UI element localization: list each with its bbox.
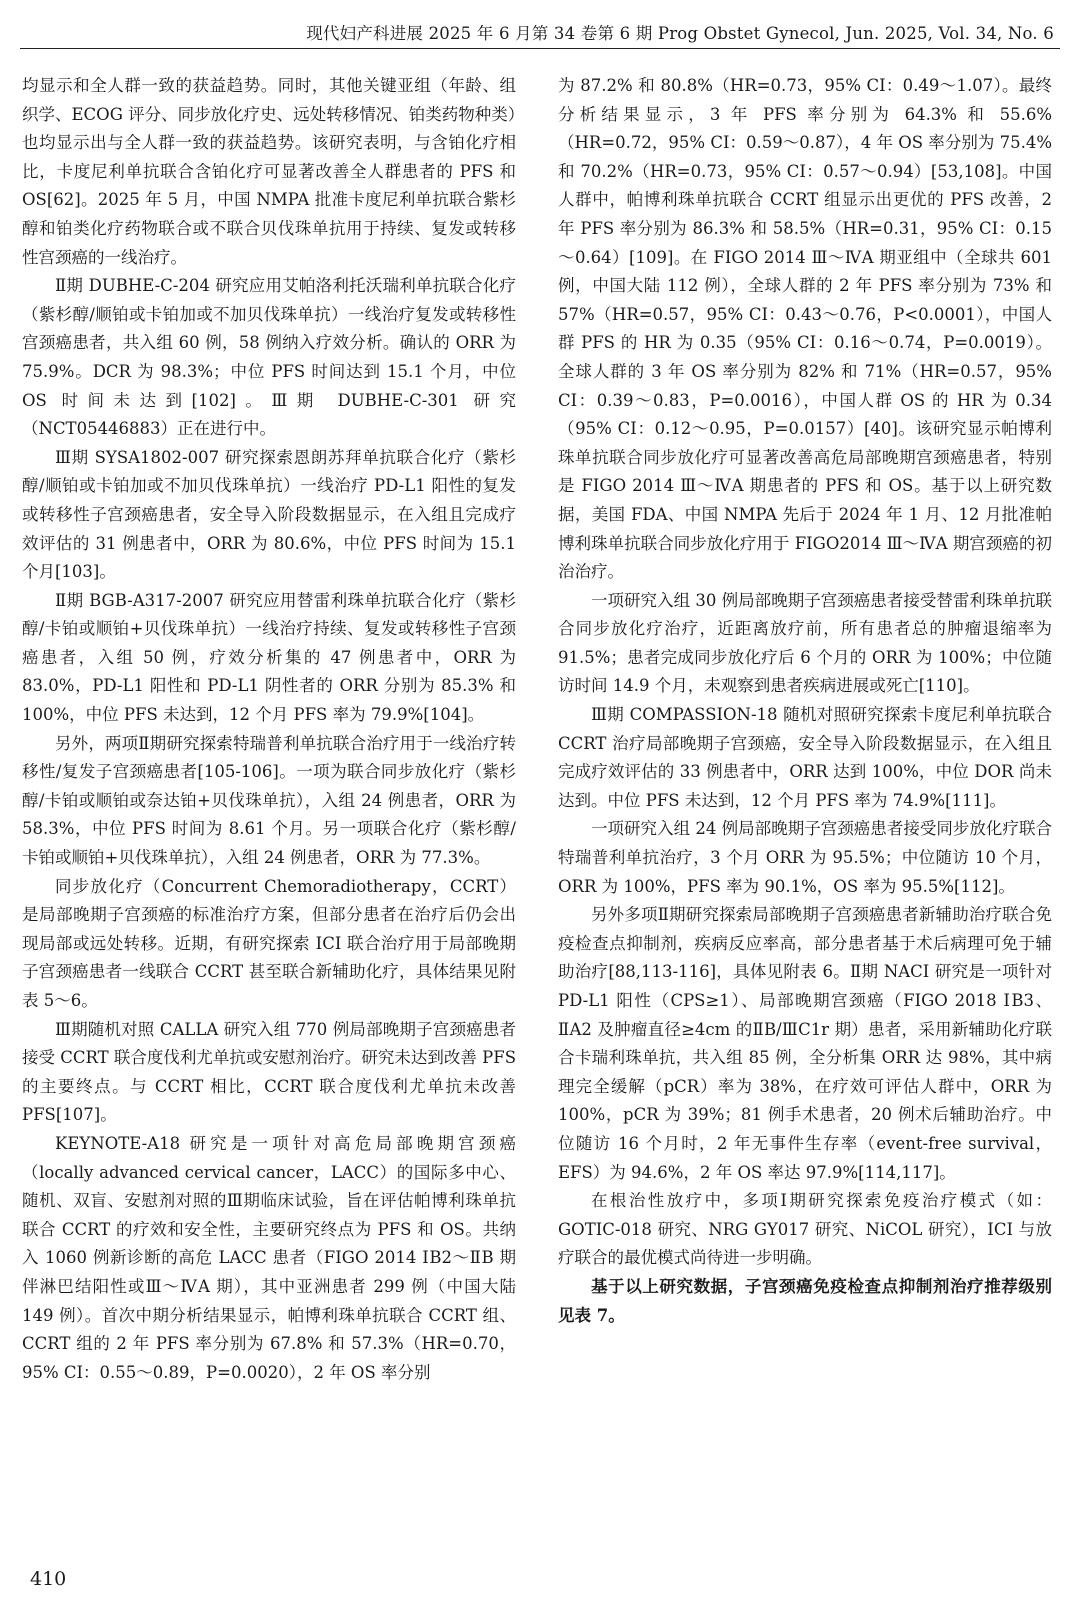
running-head: 现代妇产科进展 2025 年 6 月第 34 卷第 6 期 Prog Obstet Gynecol, Jun. 2025, Vol. 34, No. 6 (306, 24, 1054, 43)
paragraph: 同步放化疗（Concurrent Chemoradiotherapy，CCRT）是局部晚期子宫颈癌的标准治疗方案，但部分患者在治疗后仍会出现局部或远处转移。近期，有研究探索 ICI 联合治疗用于局部晚期子宫颈癌患者一线联合 CCRT 甚至联合新辅助化疗，具体结果见附表 5～6。 (22, 876, 516, 1010)
paragraph: 另外，两项Ⅱ期研究探索特瑞普利单抗联合治疗用于一线治疗转移性/复发子宫颈癌患者[105-106]。一项为联合同步放化疗（紫杉醇/卡铂或顺铂或奈达铂+贝伐珠单抗），入组 24 例患者，ORR 为 58.3%，中位 PFS 时间为 8.61 个月。另一项联合化疗（紫杉醇/卡铂或顺铂+贝伐珠单抗），入组 24 例患者，ORR 为 77.3%。 (22, 733, 516, 868)
left-column (22, 72, 516, 1387)
paragraph: 为 87.2% 和 80.8%（HR=0.73，95% CI：0.49～1.07）。最终分析结果显示，3 年 PFS 率分别为 64.3% 和 55.6%（HR=0.72，95% CI：0.59～0.87），4 年 OS 率分别为 75.4% 和 70.2%（HR=0.73，95% CI：0.57～0.94）[53,108]。中国人群中，帕博利珠单抗联合 CCRT 组显示出更优的 PFS 改善，2 年 PFS 率分别为 86.3% 和 58.5%（HR=0.31，95% CI：0.15～0.64）[109]。在 FIGO 2014 Ⅲ～ⅣA 期亚组中（全球共 601 例，中国大陆 112 例），全球人群的 2 年 PFS 率分别为 73% 和 57%（HR=0.57，95% CI：0.43～0.76，P<0.0001），中国人群 PFS 的 HR 为 0.35（95% CI：0.16～0.74，P=0.0019）。全球人群的 3 年 OS 率分别为 82% 和 71%（HR=0.57，95% CI：0.39～0.83，P=0.0016），中国人群 OS 的 HR 为 0.34（95% CI：0.12～0.95，P=0.0157）[40]。该研究显示帕博利珠单抗联合同步放化疗可显著改善高危局部晚期宫颈癌患者，特别是 FIGO 2014 Ⅲ～ⅣA 期患者的 PFS 和 OS。基于以上研究数据，美国 FDA、中国 NMPA 先后于 2024 年 1 月、12 月批准帕博利珠单抗联合同步放化疗用于 FIGO2014 Ⅲ～ⅣA 期宫颈癌的初治治疗。 (558, 76, 1052, 582)
paragraph: 一项研究入组 24 例局部晚期子宫颈癌患者接受同步放化疗联合特瑞普利单抗治疗，3 个月 ORR 为 95.5%；中位随访 10 个月，ORR 为 100%，PFS 率为 90.1%，OS 率为 95.5%[112]。 (558, 819, 1052, 896)
page-number: 410 (30, 1568, 67, 1590)
recommendation-paragraph: 基于以上研究数据，子宫颈癌免疫检查点抑制剂治疗推荐级别见表 7。 (558, 1276, 1052, 1325)
header-rule (20, 48, 1060, 49)
paragraph: 另外多项Ⅱ期研究探索局部晚期子宫颈癌患者新辅助治疗联合免疫检查点抑制剂，疾病反应率高，部分患者基于术后病理可免于辅助治疗[88,113-116]，具体见附表 6。Ⅱ期 NACI 研究是一项针对 PD-L1 阳性（CPS≥1）、局部晚期宫颈癌（FIGO 2018 ⅠB3、ⅡA2 及肿瘤直径≥4cm 的ⅡB/ⅢC1r 期）患者，采用新辅助化疗联合卡瑞利珠单抗，共入组 85 例，全分析集 ORR 达 98%，其中病理完全缓解（pCR）率为 38%，在疗效可评估人群中，ORR 为 100%，pCR 为 39%；81 例手术患者，20 例术后辅助治疗。中位随访 16 个月时，2 年无事件生存率（event-free survival，EFS）为 94.6%，2 年 OS 率达 97.9%[114,117]。 (558, 905, 1052, 1182)
paragraph: 在根治性放疗中，多项Ⅰ期研究探索免疫治疗模式（如：GOTIC-018 研究、NRG GY017 研究、NiCOL 研究），ICI 与放疗联合的最优模式尚待进一步明确。 (558, 1191, 1052, 1268)
paragraph: 均显示和全人群一致的获益趋势。同时，其他关键亚组（年龄、组织学、ECOG 评分、同步放化疗史、远处转移情况、铂类药物种类）也均显示出与全人群一致的获益趋势。该研究表明，与含铂化疗相比，卡度尼利单抗联合含铂化疗可显著改善全人群患者的 PFS 和 OS[62]。2025 年 5 月，中国 NMPA 批准卡度尼利单抗联合紫杉醇和铂类化疗药物联合或不联合贝伐珠单抗用于持续、复发或转移性宫颈癌的一线治疗。 (22, 76, 516, 267)
paragraph: Ⅲ期 SYSA1802-007 研究探索恩朗苏拜单抗联合化疗（紫杉醇/顺铂或卡铂加或不加贝伐珠单抗）一线治疗 PD-L1 阳性的复发或转移性子宫颈癌患者，安全导入阶段数据显示，在入组且完成疗效评估的 31 例患者中，ORR 为 80.6%，中位 PFS 时间为 15.1 个月[103]。 (22, 447, 516, 582)
paragraph: 一项研究入组 30 例局部晚期子宫颈癌患者接受替雷利珠单抗联合同步放化疗治疗，近距离放疗前，所有患者总的肿瘤退缩率为 91.5%；患者完成同步放化疗后 6 个月的 ORR 为 100%；中位随访时间 14.9 个月，未观察到患者疾病进展或死亡[110]。 (558, 590, 1052, 696)
paragraph: Ⅲ期随机对照 CALLA 研究入组 770 例局部晚期子宫颈癌患者接受 CCRT 联合度伐利尤单抗或安慰剂治疗。研究未达到改善 PFS 的主要终点。与 CCRT 相比，CCRT 联合度伐利尤单抗未改善 PFS[107]。 (22, 1019, 516, 1125)
paragraph: Ⅱ期 DUBHE-C-204 研究应用艾帕洛利托沃瑞利单抗联合化疗（紫杉醇/顺铂或卡铂加或不加贝伐珠单抗）一线治疗复发或转移性宫颈癌患者，共入组 60 例，58 例纳入疗效分析。确认的 ORR 为 75.9%。DCR 为 98.3%；中位 PFS 时间达到 15.1 个月，中位 OS 时间未达到[102]。Ⅲ期 DUBHE-C-301 研究（NCT05446883）正在进行中。 (22, 276, 516, 439)
paragraph: Ⅱ期 BGB-A317-2007 研究应用替雷利珠单抗联合化疗（紫杉醇/卡铂或顺铂+贝伐珠单抗）一线治疗持续、复发或转移性子宫颈癌患者，入组 50 例，疗效分析集的 47 例患者中，ORR 为 83.0%，PD-L1 阳性和 PD-L1 阴性者的 ORR 分别为 85.3% 和 100%，中位 PFS 未达到，12 个月 PFS 率为 79.9%[104]。 (22, 590, 516, 725)
paragraph: Ⅲ期 COMPASSION-18 随机对照研究探索卡度尼利单抗联合 CCRT 治疗局部晚期子宫颈癌，安全导入阶段数据显示，在入组且完成疗效评估的 33 例患者中，ORR 达到 100%，中位 DOR 尚未达到。中位 PFS 未达到，12 个月 PFS 率为 74.9%[111]。 (558, 705, 1052, 810)
paragraph: KEYNOTE-A18 研究是一项针对高危局部晚期宫颈癌（locally advanced cervical cancer，LACC）的国际多中心、随机、双盲、安慰剂对照的Ⅲ期临床试验，旨在评估帕博利珠单抗联合 CCRT 的疗效和安全性，主要研究终点为 PFS 和 OS。共纳入 1060 例新诊断的高危 LACC 患者（FIGO 2014 ⅠB2～ⅡB 期伴淋巴结阳性或Ⅲ～ⅣA 期），其中亚洲患者 299 例（中国大陆 149 例）。首次中期分析结果显示，帕博利珠单抗联合 CCRT 组、CCRT 组的 2 年 PFS 率分别为 67.8% 和 57.3%（HR=0.70，95% CI：0.55～0.89，P=0.0020），2 年 OS 率分别 (22, 1133, 516, 1382)
right-column (558, 72, 1052, 1330)
